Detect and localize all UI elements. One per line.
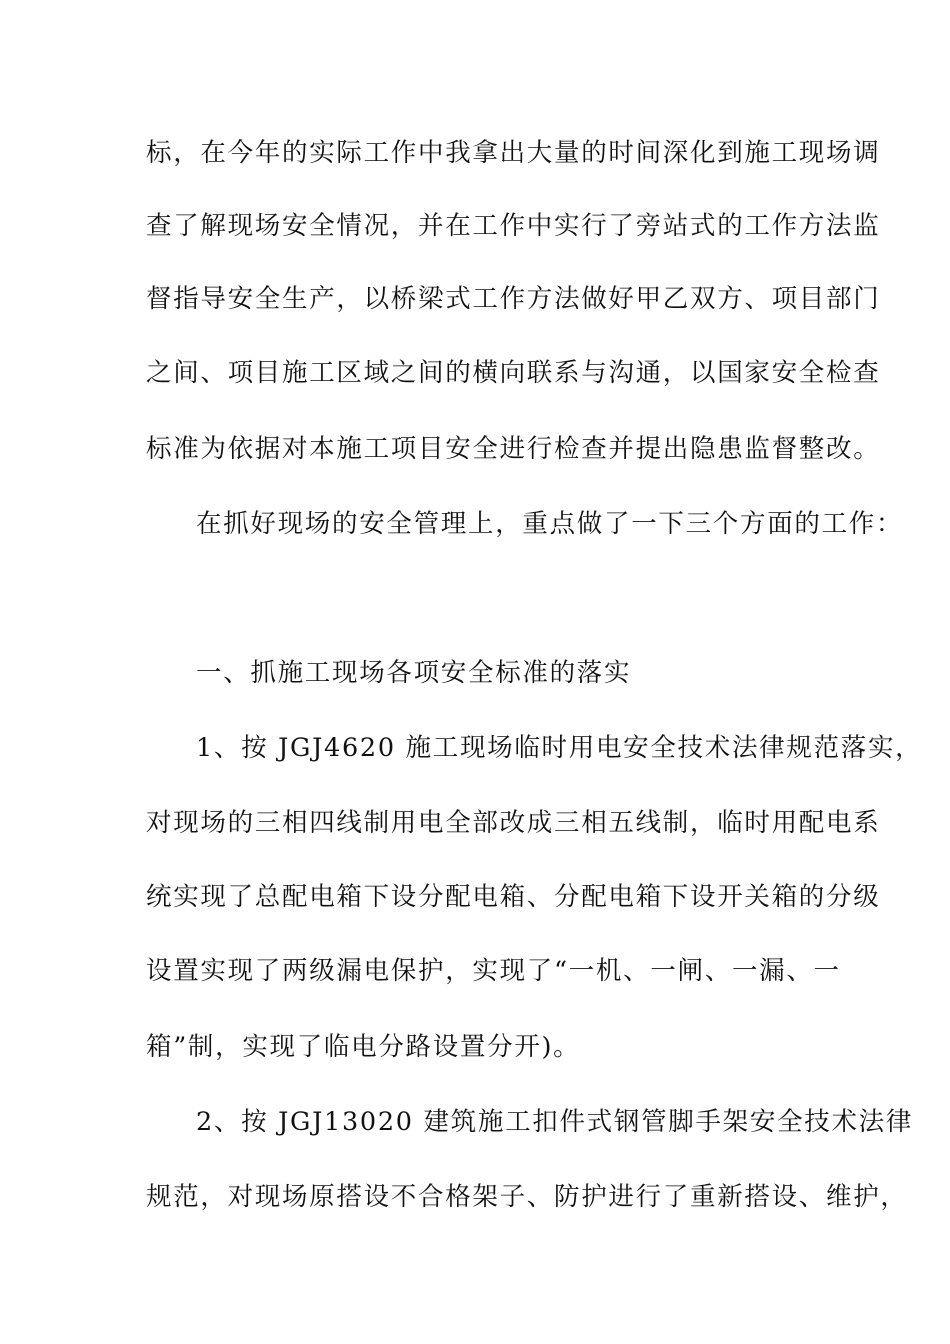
item-2-line-2: 规范，对现场原搭设不合格架子、防护进行了重新搭设、维护，: [146, 1182, 908, 1212]
paragraph-line-1: 标，在今年的实际工作中我拿出大量的时间深化到施工现场调: [146, 138, 881, 168]
item-1-line-1: 1、按 JGJ4620 施工现场临时用电安全技术法律规范落实，: [196, 733, 923, 763]
paragraph-line-3: 督指导安全生产，以桥梁式工作方法做好甲乙双方、项目部门: [146, 284, 881, 314]
section-heading-1: 一、抓施工现场各项安全标准的落实: [196, 658, 632, 688]
paragraph-line-4: 之间、项目施工区域之间的横向联系与沟通，以国家安全检查: [146, 358, 881, 388]
item-1-line-4: 设置实现了两级漏电保护，实现了“一机、一闸、一漏、一: [146, 956, 841, 986]
item-2-line-1: 2、按 JGJ13020 建筑施工扣件式钢管脚手架安全技术法律: [196, 1107, 914, 1137]
item-1-line-2: 对现场的三相四线制用电全部改成三相五线制，临时用配电系: [146, 808, 881, 838]
item-1-line-3: 统实现了总配电箱下设分配电箱、分配电箱下设开关箱的分级: [146, 882, 881, 912]
paragraph-intro: 在抓好现场的安全管理上，重点做了一下三个方面的工作：: [196, 509, 904, 539]
paragraph-line-5: 标准为依据对本施工项目安全进行检查并提出隐患监督整改。: [146, 434, 881, 464]
item-1-line-5: 箱”制，实现了临电分路设置分开)。: [146, 1032, 581, 1062]
paragraph-line-2: 查了解现场安全情况，并在工作中实行了旁站式的工作方法监: [146, 211, 881, 241]
